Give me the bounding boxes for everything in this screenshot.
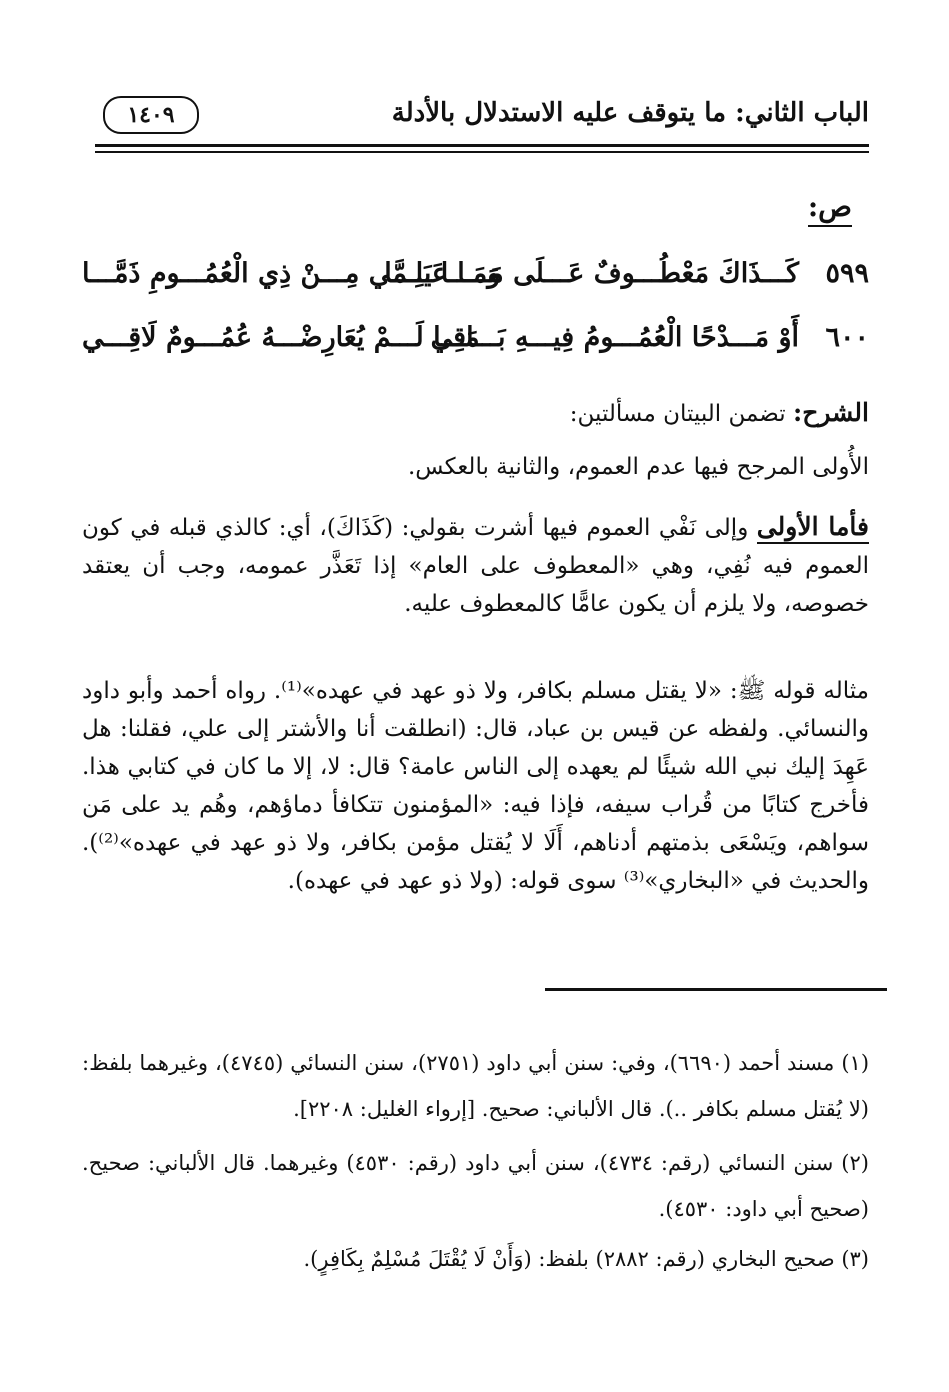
verse-second-hemistich: مَـــا لَـــمْ يُعَارِضْـــهُ عُمُـــومٌ لَاقِـــي	[82, 322, 480, 353]
footnote-separator	[545, 988, 887, 991]
first-issue-paragraph	[82, 508, 869, 623]
commentary-summary: الأُولى المرجح فيها عدم العموم، والثانية بالعكس.	[408, 454, 869, 480]
header-rule-thin	[95, 151, 869, 153]
commentary-intro	[82, 394, 869, 433]
footnote-1: (١) مسند أحمد (٦٦٩٠)، وفي: سنن أبي داود (٢٧٥١)، سنن النسائي (٤٧٤٥)، وغيرهما بلفظ: (لا يُقتل مسلم بكافر ..). قال الألباني: صحيح. [إرواء الغليل: ٢٢٠٨].	[82, 1051, 870, 1121]
first-issue-label: فأما الأولى	[757, 512, 869, 544]
verse-first-hemistich: أَوْ مَـــدْحًا الْعُمُـــومُ فِيـــهِ بَـــاقِي	[430, 322, 799, 353]
header-rule-thick	[95, 144, 869, 147]
commentary-intro-text: تضمن البيتان مسألتين:	[569, 401, 786, 427]
footnote-3: (٣) صحيح البخاري (رقم: ٢٨٨٢) بلفظ: (وَأَنْ لَا يُقْتَلَ مُسْلِمٌ بِكَافِرٍ).	[303, 1247, 869, 1271]
section-marker-label: ص:	[808, 190, 852, 227]
verse-599	[82, 258, 869, 308]
verse-second-hemistich: وَمَـــا يَلِـــي مِـــنْ ذِي الْعُمُـــومِ ذَمَّـــا	[82, 258, 501, 289]
first-issue-text: وإلى نَفْي العموم فيها أشرت بقولي: (كَذَاكَ)، أي: كالذي قبله في كون العموم فيه نُفِي، وهي «المعطوف على العام» إذا تَعَذَّر عمومه، وجب أن يعتقد خصوصه، ولا يلزم أن يكون عامًّا كالمعطوف عليه.	[82, 515, 869, 617]
page-number-badge: ١٤٠٩	[103, 96, 199, 134]
page-header	[95, 92, 869, 142]
commentary-label: الشرح:	[792, 398, 869, 427]
section-marker	[808, 190, 852, 223]
running-title: الباب الثاني: ما يتوقف عليه الاستدلال بالأدلة	[391, 98, 869, 128]
verse-number: ٦٠٠	[825, 322, 869, 353]
verse-600	[82, 322, 869, 372]
example-paragraph: مثاله قوله ﷺ: «لا يقتل مسلم بكافر، ولا ذو عهد في عهده»⁽¹⁾. رواه أحمد وأبو داود والنسائي. ولفظه عن قيس بن عباد، قال: (انطلقت أنا والأشتر إلى علي، فقلنا: هل عَهِدَ إليك نبي الله شيئًا لم يعهده إلى الناس عامة؟ قال: لا، إلا ما كان في كتابي هذا. فأخرج كتابًا من قُراب سيفه، فإذا فيه: «المؤمنون تتكافأ دماؤهم، وهُم يد على مَن سواهم، ويَسْعَى بذمتهم أدناهم، أَلَا لا يُقتل مؤمن بكافر، ولا ذو عهد في عهده»⁽²⁾). والحديث في «البخاري»⁽³⁾ سوى قوله: (ولا ذو عهد في عهده).	[82, 678, 869, 894]
verse-number: ٥٩٩	[825, 258, 869, 289]
verse-first-hemistich: كَـــذَاكَ مَعْطُـــوفٌ عَـــلَى مَـــا عَـــمَّا	[384, 258, 799, 289]
footnote-2: (٢) سنن النسائي (رقم: ٤٧٣٤)، سنن أبي داود (رقم: ٤٥٣٠) وغيرهما. قال الألباني: صحيح. (صحيح أبي داود: ٤٥٣٠).	[82, 1151, 869, 1221]
